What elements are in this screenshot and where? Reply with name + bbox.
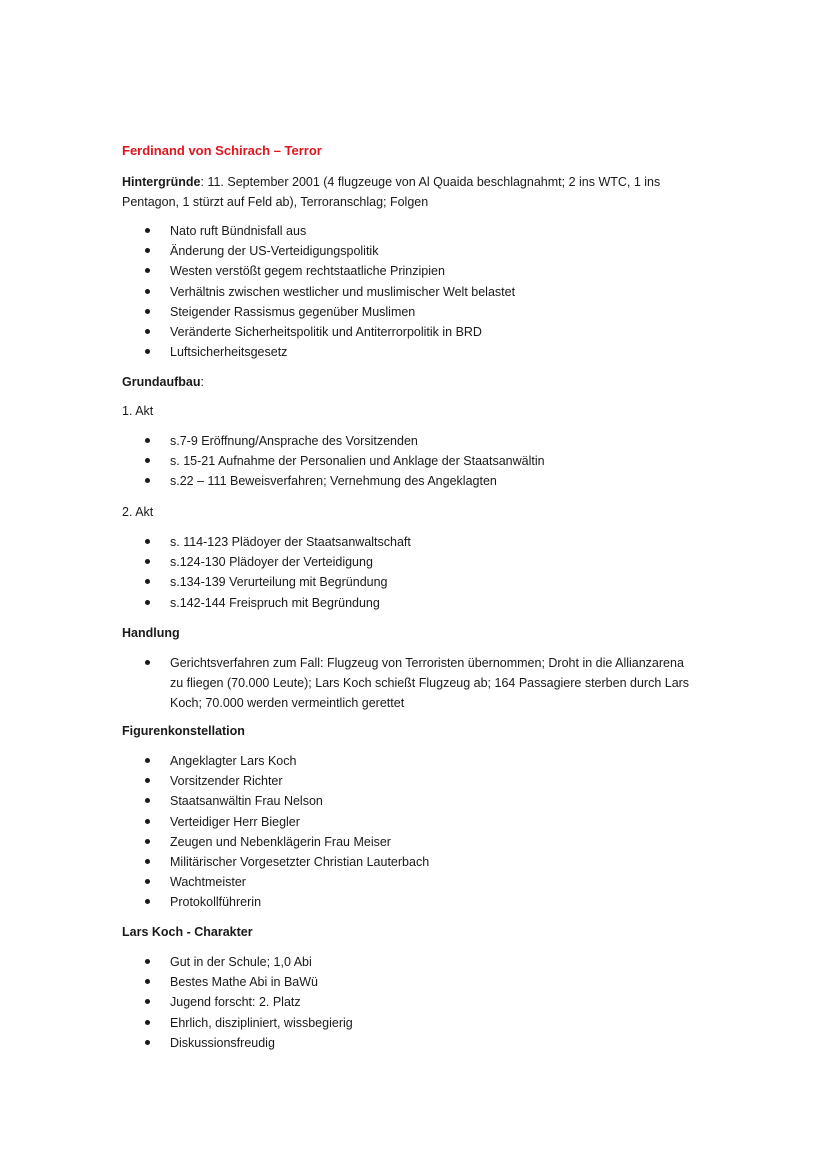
list-item: Wachtmeister — [0, 872, 429, 892]
list-item: Vorsitzender Richter — [0, 771, 429, 791]
handlung-text-1: Gerichtsverfahren zum Fall: Flugzeug von Terroristen übernommen; Droht in die Allianzarena — [170, 656, 684, 670]
list-item: Jugend forscht: 2. Platz — [0, 992, 353, 1012]
list-item: Staatsanwältin Frau Nelson — [0, 791, 429, 811]
figuren-list — [0, 751, 429, 913]
hintergruende-colon: : — [200, 175, 204, 189]
hintergruende-list — [0, 221, 515, 362]
figuren-heading: Figurenkonstellation — [122, 724, 245, 738]
document-title: Ferdinand von Schirach – Terror — [122, 143, 322, 158]
hintergruende-text-2: Pentagon, 1 stürzt auf Feld ab), Terroranschlag; Folgen — [122, 195, 429, 209]
charakter-heading: Lars Koch - Charakter — [122, 925, 253, 939]
akt-1-label: 1. Akt — [122, 404, 154, 418]
list-item: Militärischer Vorgesetzter Christian Lauterbach — [0, 852, 429, 872]
hintergruende-label: Hintergründe — [122, 175, 201, 189]
list-item: Westen verstößt gegem rechtstaatliche Prinzipien — [0, 261, 515, 281]
akt-2-label: 2. Akt — [122, 505, 154, 519]
akt-1-list — [0, 431, 545, 492]
grundaufbau-heading — [122, 372, 204, 392]
list-item: Gut in der Schule; 1,0 Abi — [0, 952, 353, 972]
list-item: s.22 – 111 Beweisverfahren; Vernehmung des Angeklagten — [0, 471, 545, 491]
list-item: Bestes Mathe Abi in BaWü — [0, 972, 353, 992]
list-item: Angeklagter Lars Koch — [0, 751, 429, 771]
list-item: s.134-139 Verurteilung mit Begründung — [0, 572, 411, 592]
list-item: Zeugen und Nebenklägerin Frau Meiser — [0, 832, 429, 852]
handlung-text-2: zu fliegen (70.000 Leute); Lars Koch schießt Flugzeug ab; 164 Passagiere sterben durch Lars — [170, 676, 690, 691]
hintergruende-text-1: 11. September 2001 (4 flugzeuge von Al Quaida beschlagnahmt; 2 ins WTC, 1 ins — [207, 175, 661, 189]
list-item: s. 114-123 Plädoyer der Staatsanwaltschaft — [0, 532, 411, 552]
list-item: Ehrlich, diszipliniert, wissbegierig — [0, 1013, 353, 1033]
list-item — [0, 653, 689, 714]
list-item: Veränderte Sicherheitspolitik und Antiterrorpolitik in BRD — [0, 322, 515, 342]
list-item: Verteidiger Herr Biegler — [0, 812, 429, 832]
handlung-heading: Handlung — [122, 626, 180, 640]
handlung-list — [0, 653, 689, 714]
list-item: Steigender Rassismus gegenüber Muslimen — [0, 302, 515, 322]
list-item: s.124-130 Plädoyer der Verteidigung — [0, 552, 411, 572]
charakter-list — [0, 952, 353, 1053]
grundaufbau-colon: : — [200, 375, 204, 389]
list-item: Protokollführerin — [0, 892, 429, 912]
hintergruende-line-1 — [122, 172, 722, 192]
list-item: Diskussionsfreudig — [0, 1033, 353, 1053]
list-item: s. 15-21 Aufnahme der Personalien und Anklage der Staatsanwältin — [0, 451, 545, 471]
grundaufbau-label: Grundaufbau — [122, 375, 201, 389]
list-item: Nato ruft Bündnisfall aus — [0, 221, 515, 241]
list-item: Änderung der US-Verteidigungspolitik — [0, 241, 515, 261]
handlung-text-3: Koch; 70.000 werden vermeintlich gerettet — [170, 696, 405, 711]
hintergruende-paragraph — [122, 172, 722, 212]
list-item: Luftsicherheitsgesetz — [0, 342, 515, 362]
akt-2-list — [0, 532, 411, 613]
list-item: s.142-144 Freispruch mit Begründung — [0, 593, 411, 613]
list-item: s.7-9 Eröffnung/Ansprache des Vorsitzenden — [0, 431, 545, 451]
list-item: Verhältnis zwischen westlicher und muslimischer Welt belastet — [0, 282, 515, 302]
